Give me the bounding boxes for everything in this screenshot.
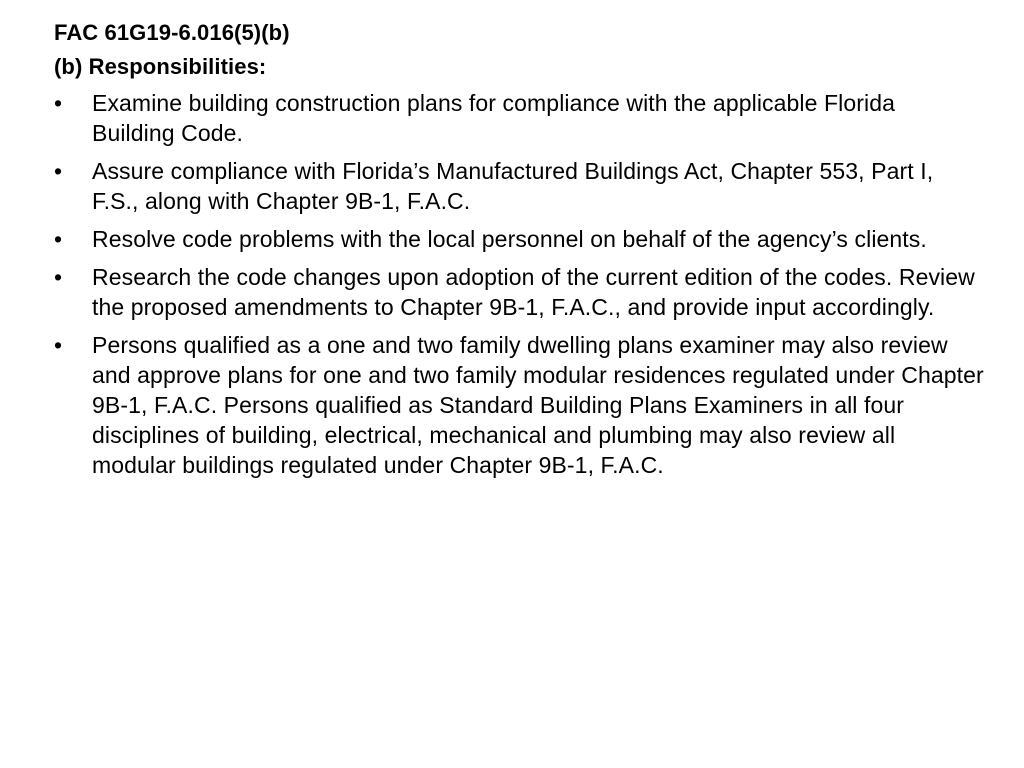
rule-citation-heading: FAC 61G19-6.016(5)(b) (54, 20, 290, 45)
list-item-text: Examine building construction plans for compliance with the applicable Florida Building Code. (92, 90, 896, 146)
bullet-icon: • (54, 332, 63, 358)
bullet-icon: • (54, 90, 63, 116)
list-item-text: Resolve code problems with the local personnel on behalf of the agency’s clients. (92, 226, 927, 252)
bullet-icon: • (54, 226, 63, 252)
list-item-text: Research the code changes upon adoption of the current edition of the codes. Review the proposed amendments to Chapter 9B-1, F.A.C., and provide input accordingly. (92, 264, 975, 320)
list-item (54, 156, 984, 216)
list-item-text: Persons qualified as a one and two family dwelling plans examiner may also review and approve plans for one and two family modular residences regulated under Chapter 9B-1, F.A.C. Persons qualified as Standard Building Plans Examiners in all four disciplines of building, electrical, mechanical and plumbing may also review all modular buildings regulated under Chapter 9B-1, F.A.C. (92, 332, 984, 478)
list-item-text: Assure compliance with Florida’s Manufactured Buildings Act, Chapter 553, Part I, F.S., along with Chapter 9B-1, F.A.C. (92, 158, 934, 214)
bullet-icon: • (54, 264, 63, 290)
list-item (54, 224, 984, 254)
responsibilities-heading: (b) Responsibilities: (54, 54, 267, 79)
list-item (54, 330, 984, 480)
list-item (54, 88, 984, 148)
bullet-icon: • (54, 158, 63, 184)
list-item (54, 262, 984, 322)
responsibilities-list (54, 88, 984, 480)
